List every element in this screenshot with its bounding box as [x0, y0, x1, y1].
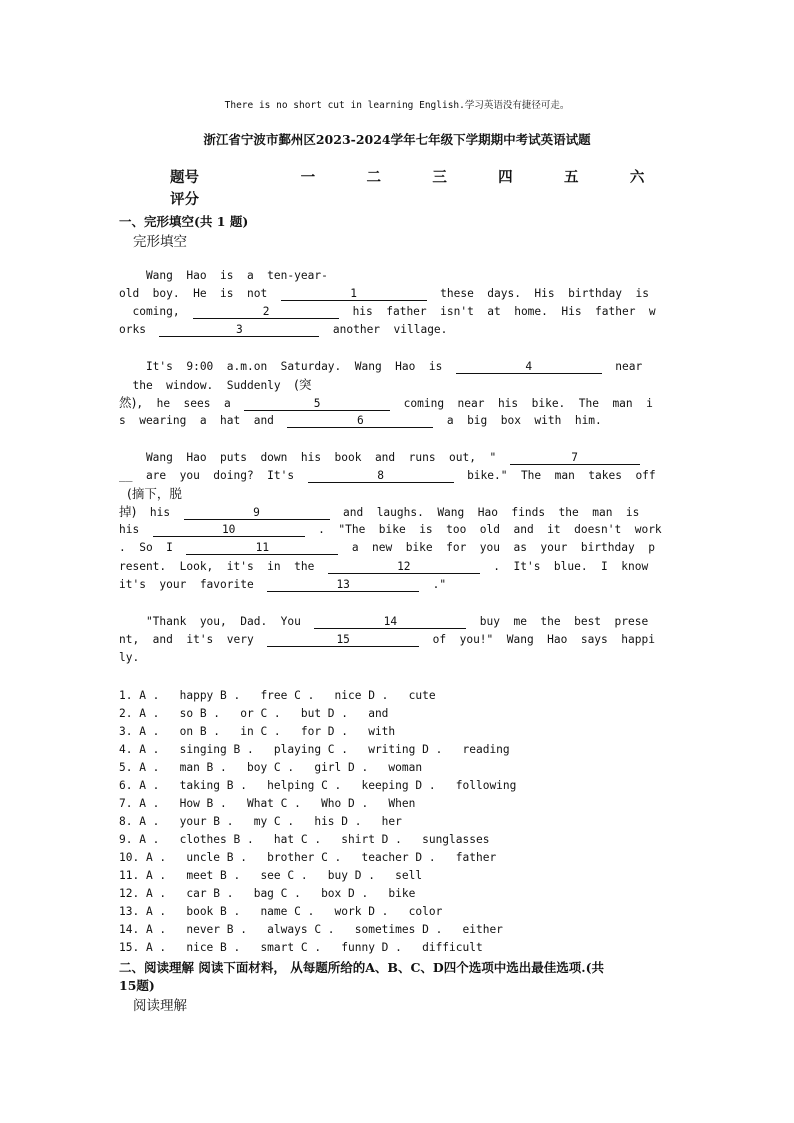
section-1-heading: 一、完形填空(共 1 题)	[119, 214, 249, 229]
section-2-heading-line1: 二、阅读理解 阅读下面材料， 从每题所给的A、B、C、D四个选项中选出最佳选项.(共	[119, 960, 605, 975]
score-value-row	[170, 187, 670, 209]
passage-line: 然), he sees a 5 coming near his bike. The man i	[119, 395, 653, 410]
section-1-subheading: 完形填空	[133, 234, 187, 250]
page-title: 浙江省宁波市鄞州区2023-2024学年七年级下学期期中考试英语试题	[203, 132, 591, 147]
blank-8[interactable]: 8	[308, 469, 454, 483]
option-row-12: 12. A . car B . bag C . box D . bike	[119, 887, 416, 900]
passage-line: "Thank you, Dad. You 14 buy me the best prese	[119, 615, 649, 628]
passage-line: . So I 11 a new bike for you as your birthday p	[119, 541, 655, 554]
score-col-1: 一	[300, 168, 316, 186]
option-row-14: 14. A . never B . always C . sometimes D . either	[119, 923, 503, 936]
section-2-subheading: 阅读理解	[133, 998, 187, 1014]
blank-11[interactable]: 11	[186, 541, 338, 555]
section-2-heading-line2: 15题)	[119, 978, 155, 993]
header-note: There is no short cut in learning English.学习英语没有捷径可走。	[224, 100, 570, 111]
passage-line: nt, and it's very 15 of you!" Wang Hao says happi	[119, 633, 655, 646]
score-header-row	[170, 165, 670, 187]
option-row-4: 4. A . singing B . playing C . writing D . reading	[119, 743, 510, 756]
option-row-1: 1. A . happy B . free C . nice D . cute	[119, 689, 436, 702]
blank-1[interactable]: 1	[281, 287, 427, 301]
passage-line: his 10 . "The bike is too old and it doesn't work	[119, 523, 662, 536]
passage-line: ly.	[119, 651, 140, 664]
score-table	[170, 165, 670, 209]
passage-line: Wang Hao is a ten-year-	[119, 269, 328, 282]
option-row-5: 5. A . man B . boy C . girl D . woman	[119, 761, 423, 774]
blank-2[interactable]: 2	[193, 305, 339, 319]
question-number-label: 题号	[170, 168, 199, 186]
option-row-13: 13. A . book B . name C . work D . color	[119, 905, 443, 918]
blank-15[interactable]: 15	[267, 633, 419, 647]
blank-13[interactable]: 13	[267, 578, 419, 592]
passage-line: orks 3 another village.	[119, 323, 448, 336]
passage-line: coming, 2 his father isn't at home. His father w	[119, 305, 656, 318]
option-row-7: 7. A . How B . What C . Who D . When	[119, 797, 416, 810]
score-col-3: 三	[432, 168, 447, 186]
passage-line: old boy. He is not 1 these days. His birthday is	[119, 287, 649, 300]
score-label: 评分	[170, 190, 199, 208]
score-col-5: 五	[564, 168, 579, 186]
blank-12[interactable]: 12	[328, 560, 480, 574]
passage-line: it's your favorite 13 ."	[119, 578, 447, 591]
blank-6[interactable]: 6	[287, 414, 433, 428]
option-row-11: 11. A . meet B . see C . buy D . sell	[119, 869, 423, 882]
blank-3[interactable]: 3	[159, 323, 319, 337]
blank-10[interactable]: 10	[153, 523, 305, 537]
section-2-heading	[119, 958, 679, 994]
passage-line: resent. Look, it's in the 12 . It's blue. I know	[119, 560, 649, 573]
passage-line: 掉) his 9 and laughs. Wang Hao finds the man is	[119, 504, 640, 519]
passage-line: the window. Suddenly (突	[119, 377, 312, 392]
score-col-2: 二	[366, 168, 381, 186]
option-row-3: 3. A . on B . in C . for D . with	[119, 725, 396, 738]
option-row-9: 9. A . clothes B . hat C . shirt D . sunglasses	[119, 833, 490, 846]
passage-line: (摘下，脱	[119, 486, 182, 501]
score-col-4: 四	[498, 168, 513, 186]
blank-4[interactable]: 4	[456, 360, 602, 374]
option-row-6: 6. A . taking B . helping C . keeping D . following	[119, 779, 517, 792]
blank-9[interactable]: 9	[184, 506, 330, 520]
option-row-10: 10. A . uncle B . brother C . teacher D . father	[119, 851, 497, 864]
blank-7[interactable]: 7	[510, 451, 640, 465]
option-row-8: 8. A . your B . my C . his D . her	[119, 815, 402, 828]
option-row-15: 15. A . nice B . smart C . funny D . difficult	[119, 941, 483, 954]
passage-line: It's 9:00 a.m.on Saturday. Wang Hao is 4 near	[119, 360, 643, 373]
blank-14[interactable]: 14	[314, 615, 466, 629]
score-col-6: 六	[629, 168, 645, 186]
passage-line: s wearing a hat and 6 a big box with him.	[119, 414, 602, 427]
option-row-2: 2. A . so B . or C . but D . and	[119, 707, 389, 720]
passage-line: Wang Hao puts down his book and runs out, " 7	[119, 450, 640, 466]
passage-line: __ are you doing? It's 8 bike." The man takes off	[119, 469, 656, 482]
blank-5[interactable]: 5	[244, 397, 390, 411]
